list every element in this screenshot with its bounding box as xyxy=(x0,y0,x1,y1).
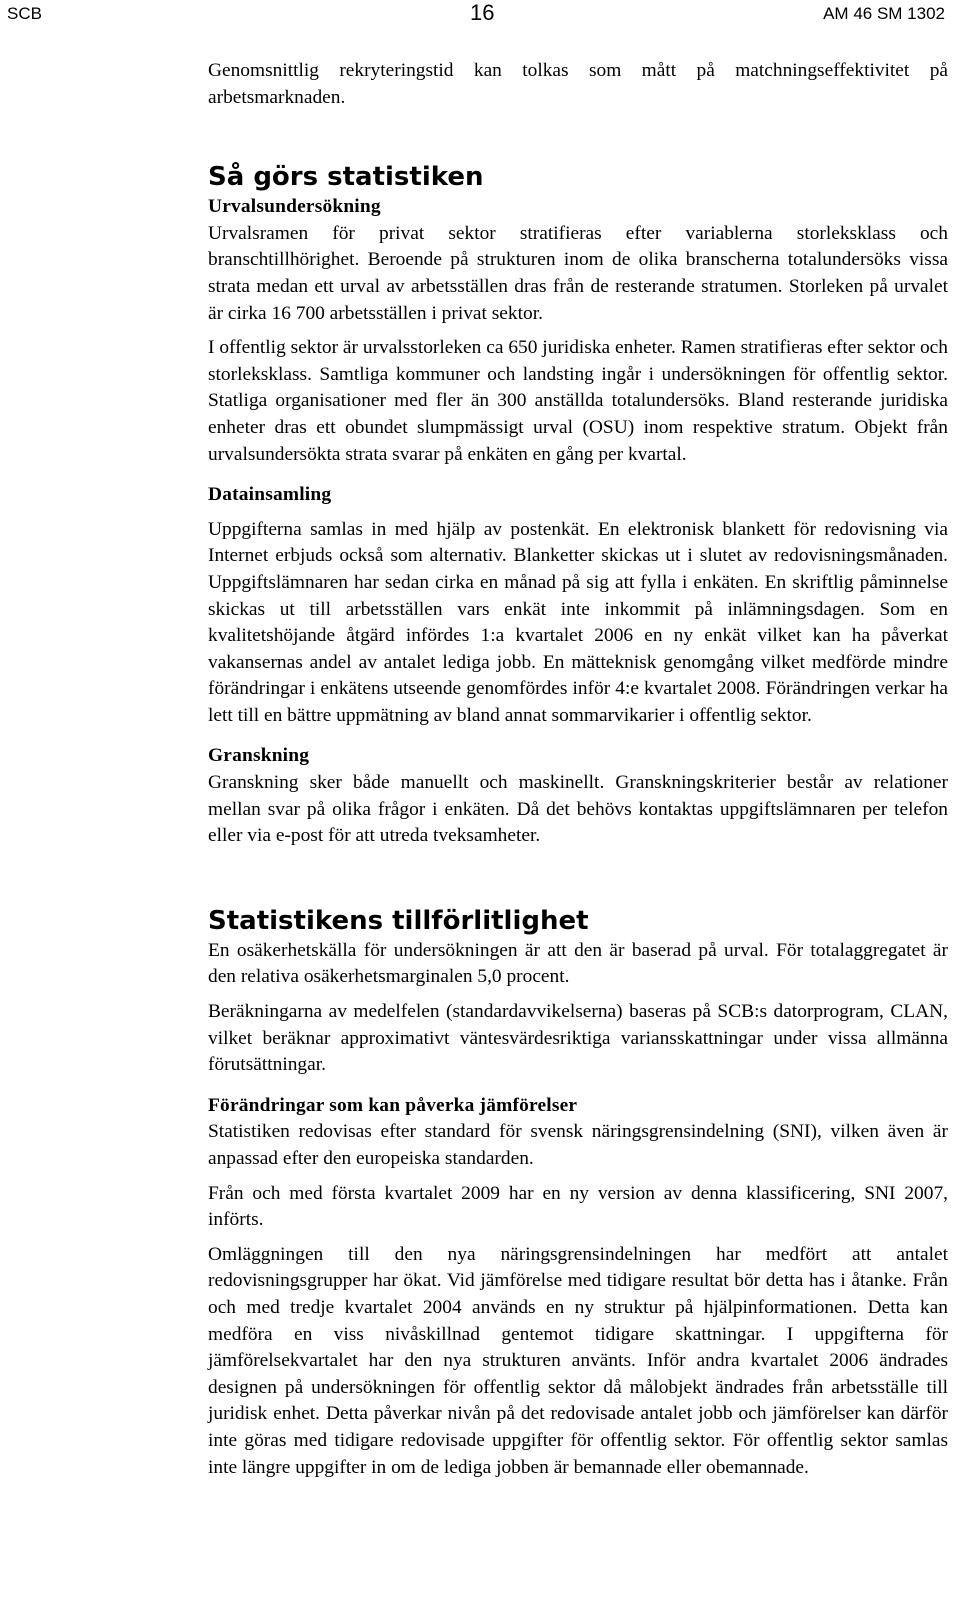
subheading-forandringar: Förändringar som kan påverka jämförelser xyxy=(208,1094,578,1116)
header-organization: SCB xyxy=(7,4,42,23)
paragraph-tillforlitlighet-1: En osäkerhetskälla för undersökningen är att den är baserad på urval. För totalaggregatet är den relativa osäkerhetsmarginalen 5,0 procent. xyxy=(208,939,948,988)
page-number: 16 xyxy=(470,0,495,25)
subheading-granskning: Granskning xyxy=(208,745,310,767)
paragraph-forandringar-2: Från och med första kvartalet 2009 har en ny version av denna klassificering, SNI 2007, införts. xyxy=(208,1182,948,1231)
intro-paragraph: Genomsnittlig rekryteringstid kan tolkas som mått på matchningseffektivitet på arbetsmarknaden. xyxy=(208,60,948,108)
document-body xyxy=(208,58,948,1481)
header-report-id: AM 46 SM 1302 xyxy=(823,4,945,23)
paragraph-forandringar-3: Omläggningen till den nya näringsgrensindelningen har medfört att antalet redovisningsgrupper har ökat. Vid jämförelse med tidigare resultat bör detta has i åtanke. Från och med tredje kvartalet 2004 används en ny struktur på hjälpinformationen. Detta kan medföra en viss nivåskillnad gentemot tidigare skattningar. I uppgifterna för jämförelsekvartalet har den nya strukturen använts. Inför andra kvartalet 2006 ändrades designen på undersökningen för offentlig sektor då målobjekt ändrades från arbetsställe till juridisk enhet. Detta påverkar nivån på det redovisade antalet jobb och jämförelser kan därför inte göras med tidigare redovisade uppgifter för offentlig sektor. För offentlig sektor samlas inte längre uppgifter in om de lediga jobben är bemannade eller obemannade. xyxy=(208,1243,948,1478)
paragraph-granskning: Granskning sker både manuellt och maskinellt. Granskningskriterier består av relationer mellan svar på olika frågor i enkäten. Då det behövs kontaktas uppgiftslämnaren per telefon eller via e-post för att utreda tveksamheter. xyxy=(208,772,948,847)
paragraph-tillforlitlighet-2: Beräkningarna av medelfelen (standardavvikelserna) baseras på SCB:s datorprogram, CLAN, vilket beräknar approximativt väntesvärdesriktiga variansskattningar under vissa allmänna förutsättningar. xyxy=(208,1001,948,1076)
section-title-sa-gors-statistiken: Så görs statistiken xyxy=(208,162,484,193)
paragraph-datainsamling: Uppgifterna samlas in med hjälp av postenkät. En elektronisk blankett för redovisning via Internet erbjuds också som alternativ. Blanketter skickas ut i slutet av redovisningsmånaden. Uppgiftslämnaren har sedan cirka en månad på sig att fylla i enkäten. En skriftlig påminnelse skickas ut till arbetsställen vars enkät inte inkommit på inlämningsdagen. Som en kvalitetshöjande åtgärd infördes 1:a kvartalet 2006 en ny enkät vilket kan ha påverkat vakansernas andel av antalet lediga jobb. En mätteknisk genomgång vilket medförde mindre förändringar i enkätens utseende genomfördes inför 4:e kvartalet 2008. Förändringen verkar ha lett till en bättre uppmätning av bland annat sommarvikarier i offentlig sektor. xyxy=(208,518,948,726)
subheading-datainsamling: Datainsamling xyxy=(208,484,332,506)
subheading-urvalsundersokning: Urvalsundersökning xyxy=(208,196,381,218)
section-title-statistikens-tillforlitlighet: Statistikens tillförlitlighet xyxy=(208,905,589,936)
paragraph-urval-2: I offentlig sektor är urvalsstorleken ca 650 juridiska enheter. Ramen stratifieras efter sektor och storleksklass. Samtliga kommuner och landsting ingår i undersökningen för offentlig sektor. Statliga organisationer med fler än 300 anställda totalundersöks. Bland resterande juridiska enheter dras ett obundet slumpmässigt urval (OSU) inom respektive stratum. Objekt från urvalsundersökta strata svarar på enkäten en gång per kvartal. xyxy=(208,337,948,465)
paragraph-forandringar-1: Statistiken redovisas efter standard för svensk näringsgrensindelning (SNI), vilken även är anpassad efter den europeiska standarden. xyxy=(208,1121,948,1169)
paragraph-urval-1: Urvalsramen för privat sektor stratifieras efter variablerna storleksklass och branschtillhörighet. Beroende på strukturen inom de olika branscherna totalundersöks vissa strata medan ett urval av arbetsställen dras från de resterande stratumen. Storleken på urvalet är cirka 16 700 arbetsställen i privat sektor. xyxy=(208,222,948,324)
page-header xyxy=(0,0,960,28)
